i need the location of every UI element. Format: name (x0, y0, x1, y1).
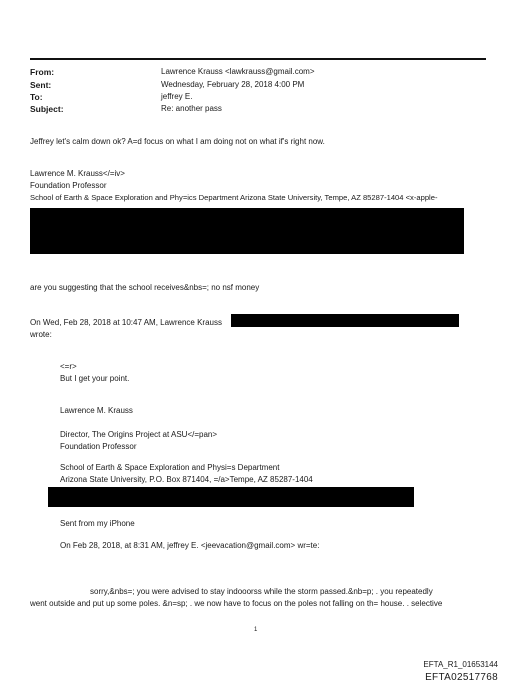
redaction-block-2 (48, 487, 414, 507)
body-question: are you suggesting that the school receives&nbs=; no nsf money (30, 283, 260, 292)
header-rule (30, 58, 486, 60)
signature-title: Foundation Professor (30, 181, 107, 190)
jeffrey-quote-header: On Feb 28, 2018, at 8:31 AM, jeffrey E. <jeevacation@gmail.com> wr=te: (60, 541, 320, 550)
to-value: jeffrey E. (161, 92, 193, 101)
bates-number-2: EFTA02517768 (425, 672, 498, 683)
signature2-school: School of Earth & Space Exploration and Physi=s Department (60, 463, 280, 472)
body-line-calm: Jeffrey let's calm down ok? A=d focus on what I am doing not on what if's right now. (30, 137, 325, 146)
sent-label: Sent: (30, 80, 52, 90)
signature2-address: Arizona State University, P.O. Box 871404, =/a>Tempe, AZ 85287-1404 (60, 475, 313, 484)
signature-address: School of Earth & Space Exploration and Phy=ics Department Arizona State University, Tempe, AZ 85287-1404 <x-apple- (30, 193, 438, 202)
from-label: From: (30, 67, 55, 77)
quote-wrote: wrote: (30, 330, 52, 339)
page-number: 1 (254, 627, 258, 633)
signature2-title: Foundation Professor (60, 442, 137, 451)
redaction-email (231, 314, 459, 327)
signature2-director: Director, The Origins Project at ASU</=pan> (60, 430, 218, 439)
sorry-line-1: sorry,&nbs=; you were advised to stay indooorss while the storm passed.&nb=p; . you repeatedly (90, 587, 433, 596)
signature2-name: Lawrence M. Krauss (60, 406, 133, 415)
sent-from-iphone: Sent from my iPhone (60, 519, 135, 528)
to-label: To: (30, 92, 43, 102)
get-point-text: But I get your point. (60, 374, 130, 383)
sorry-line-2: went outside and put up some poles. &n=sp; . we now have to focus on the poles not falling on th= house. . selective (30, 599, 443, 608)
redaction-block (30, 208, 464, 254)
br-tag-text: <=r> (60, 362, 77, 371)
sent-value: Wednesday, February 28, 2018 4:00 PM (161, 80, 305, 89)
signature-name: Lawrence M. Krauss</=iv> (30, 169, 125, 178)
subject-label: Subject: (30, 104, 64, 114)
from-value: Lawrence Krauss <lawkrauss@gmail.com> (161, 67, 315, 76)
subject-value: Re: another pass (161, 104, 222, 113)
quote-header: On Wed, Feb 28, 2018 at 10:47 AM, Lawrence Krauss (30, 318, 222, 327)
bates-number-1: EFTA_R1_01653144 (423, 660, 498, 669)
